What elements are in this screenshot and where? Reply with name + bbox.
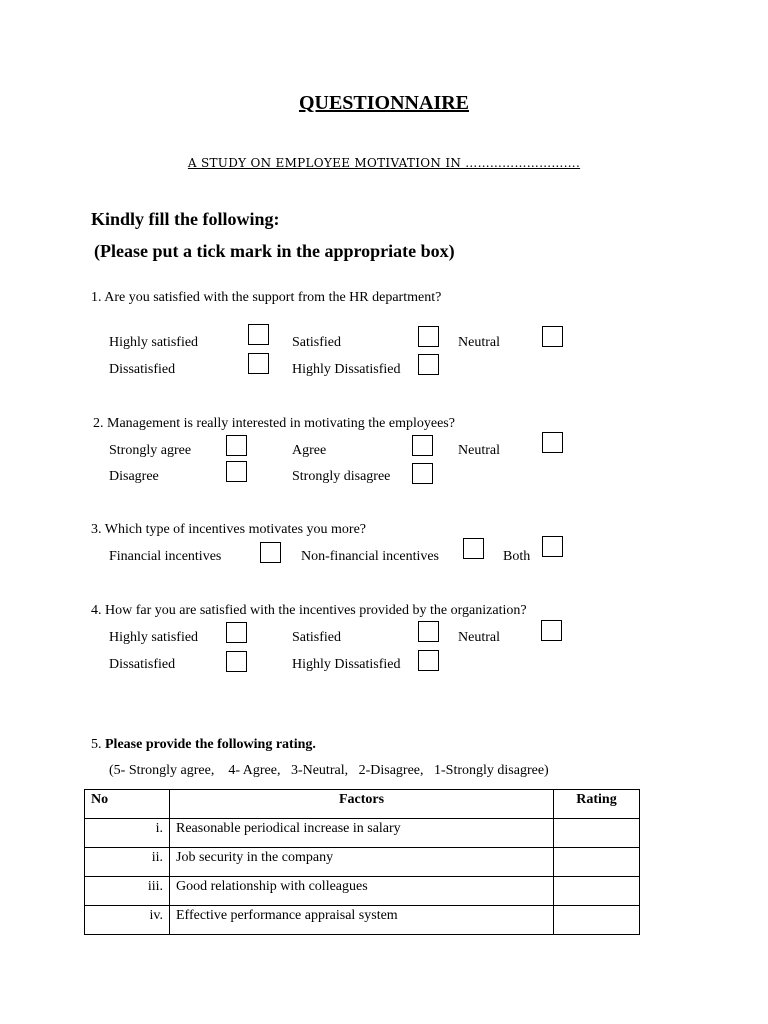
- rating-cell[interactable]: [554, 819, 640, 848]
- q2-strongly-disagree-checkbox[interactable]: [412, 463, 433, 484]
- q2-option-label: Strongly agree: [109, 443, 192, 458]
- q2-neutral-checkbox[interactable]: [542, 432, 563, 453]
- question-2-text: 2. Management is really interested in motivating the employees?: [93, 416, 455, 431]
- rating-cell[interactable]: [554, 848, 640, 877]
- rating-cell[interactable]: [554, 877, 640, 906]
- q4-satisfied-checkbox[interactable]: [418, 621, 439, 642]
- study-subtitle: A STUDY ON EMPLOYEE MOTIVATION IN ……………………….: [187, 156, 581, 170]
- q4-option-label: Highly satisfied: [109, 630, 199, 645]
- rating-cell[interactable]: [554, 906, 640, 935]
- instruction-note: (Please put a tick mark in the appropriate box): [94, 241, 455, 261]
- column-header-factors: Factors: [170, 790, 554, 819]
- question-1-text: 1. Are you satisfied with the support from the HR department?: [91, 290, 442, 305]
- rating-table: [84, 789, 640, 935]
- q2-disagree-checkbox[interactable]: [226, 461, 247, 482]
- row-factor: Effective performance appraisal system: [170, 906, 554, 935]
- q4-option-label: Dissatisfied: [109, 657, 176, 672]
- page-title: QUESTIONNAIRE: [298, 92, 470, 114]
- question-5-text: [91, 737, 316, 753]
- q2-option-label: Agree: [292, 443, 327, 458]
- row-factor: Good relationship with colleagues: [170, 877, 554, 906]
- q1-option-label: Highly Dissatisfied: [292, 362, 401, 377]
- q3-non-financial-checkbox[interactable]: [463, 538, 484, 559]
- q4-option-label: Neutral: [458, 630, 500, 645]
- q4-option-label: Satisfied: [292, 630, 341, 645]
- q3-both-checkbox[interactable]: [542, 536, 563, 557]
- row-number: iv.: [85, 906, 170, 935]
- row-factor: Reasonable periodical increase in salary: [170, 819, 554, 848]
- question-5-number: 5.: [91, 737, 102, 752]
- question-3-text: 3. Which type of incentives motivates you more?: [91, 522, 367, 537]
- q2-option-label: Neutral: [458, 443, 500, 458]
- rating-table-header-row: [85, 790, 640, 819]
- q1-option-label: Neutral: [458, 335, 500, 350]
- question-4-text: 4. How far you are satisfied with the incentives provided by the organization?: [91, 603, 527, 618]
- q2-option-label: Disagree: [109, 469, 159, 484]
- q1-option-label: Dissatisfied: [109, 362, 176, 377]
- question-5-prompt: Please provide the following rating.: [105, 737, 316, 752]
- q1-option-label: Highly satisfied: [109, 335, 199, 350]
- q4-neutral-checkbox[interactable]: [541, 620, 562, 641]
- row-number: ii.: [85, 848, 170, 877]
- q2-agree-checkbox[interactable]: [412, 435, 433, 456]
- q1-neutral-checkbox[interactable]: [542, 326, 563, 347]
- column-header-rating: Rating: [554, 790, 640, 819]
- q4-highly-satisfied-checkbox[interactable]: [226, 622, 247, 643]
- q3-option-label: Financial incentives: [109, 549, 222, 564]
- q4-highly-dissatisfied-checkbox[interactable]: [418, 650, 439, 671]
- table-row: [85, 877, 640, 906]
- q3-financial-checkbox[interactable]: [260, 542, 281, 563]
- table-row: [85, 906, 640, 935]
- q4-dissatisfied-checkbox[interactable]: [226, 651, 247, 672]
- q1-highly-satisfied-checkbox[interactable]: [248, 324, 269, 345]
- q3-option-label: Non-financial incentives: [301, 549, 440, 564]
- q1-dissatisfied-checkbox[interactable]: [248, 353, 269, 374]
- q4-option-label: Highly Dissatisfied: [292, 657, 401, 672]
- q3-option-label: Both: [503, 549, 531, 564]
- rating-scale-legend: (5- Strongly agree, 4- Agree, 3-Neutral, 2-Disagree, 1-Strongly disagree): [109, 763, 549, 778]
- column-header-no: No: [85, 790, 170, 819]
- q1-option-label: Satisfied: [292, 335, 341, 350]
- row-number: i.: [85, 819, 170, 848]
- q1-highly-dissatisfied-checkbox[interactable]: [418, 354, 439, 375]
- row-number: iii.: [85, 877, 170, 906]
- instruction-heading: Kindly fill the following:: [91, 209, 280, 229]
- q2-strongly-agree-checkbox[interactable]: [226, 435, 247, 456]
- q1-satisfied-checkbox[interactable]: [418, 326, 439, 347]
- table-row: [85, 819, 640, 848]
- row-factor: Job security in the company: [170, 848, 554, 877]
- table-row: [85, 848, 640, 877]
- q2-option-label: Strongly disagree: [292, 469, 391, 484]
